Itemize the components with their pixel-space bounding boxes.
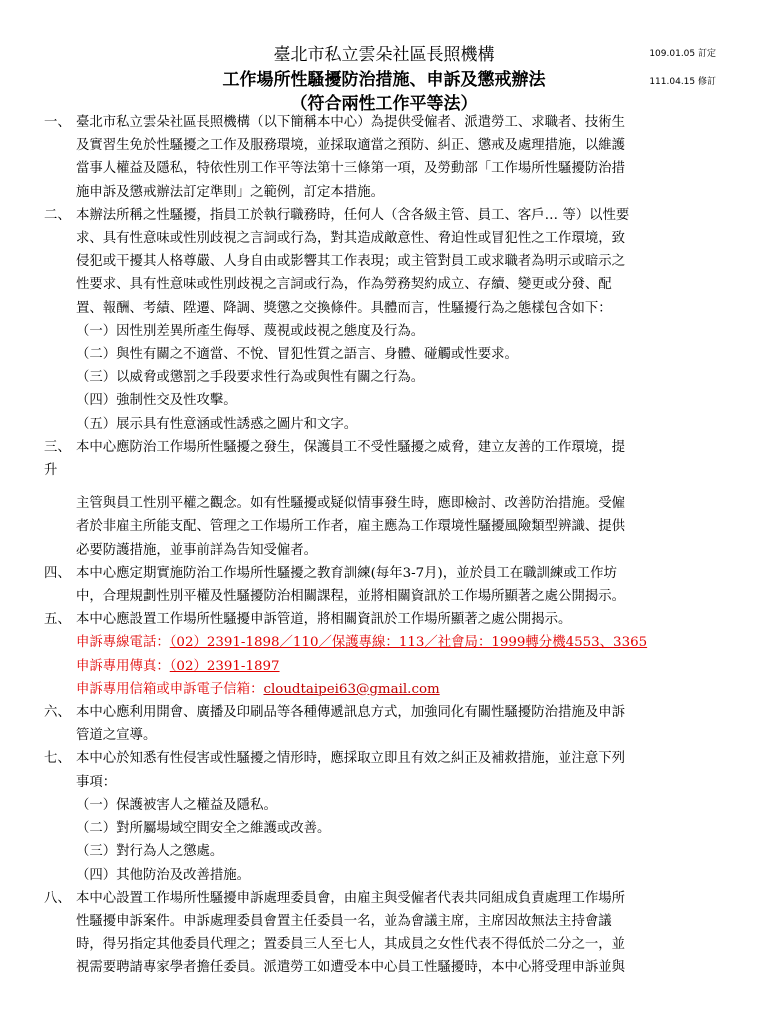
revision-established: 109.01.05 訂定 <box>649 49 716 59</box>
organization-name: 臺北市私立雲朵社區長照機構 <box>273 45 495 65</box>
document-subtitle: （符合兩性工作平等法） <box>290 94 478 114</box>
section-8 <box>44 887 720 980</box>
section-number: 五、 <box>44 612 71 628</box>
complaint-phone-value[interactable]: （02）2391-1898／110／保護專線：113／社會局：1999轉分機4553、3365 <box>169 635 648 651</box>
document-body <box>44 111 720 980</box>
section-text <box>76 747 720 793</box>
complaint-email-line <box>44 678 720 701</box>
text-line: 侵犯或干擾其人格尊嚴、人身自由或影響其工作表現；或主管對員工或求職者為明示或暗示之 <box>76 254 626 270</box>
list-item: （二）與性有關之不適當、不悅、冒犯性質之語言、身體、碰觸或性要求。 <box>76 347 518 363</box>
text-line: 性要求、具有性意味或性別歧視之言詞或行為，作為勞務契約成立、存續、變更或分發、配 <box>76 277 612 293</box>
text-line: 事項： <box>76 774 117 790</box>
text-line: 性騷擾申訴案件。申訴處理委員會置主任委員一名，並為會議主席，主席因故無法主持會議 <box>76 913 612 929</box>
list-item: （二）對所屬場域空間安全之維護或改善。 <box>76 821 331 837</box>
section-text <box>76 887 720 980</box>
text-line: 臺北市私立雲朵社區長照機構（以下簡稱本中心）為提供受僱者、派遣勞工、求職者、技術生 <box>76 115 626 130</box>
text-line: 本辦法所稱之性騷擾，指員工於執行職務時，任何人（含各級主管、員工、客戶… 等）以性要 <box>76 207 630 223</box>
text-line: 必要防護措施，並事前詳為告知受僱者。 <box>76 542 318 558</box>
section-number: 八、 <box>44 890 71 906</box>
section-text <box>76 204 720 320</box>
section-text <box>76 701 720 747</box>
list-item: （五）展示具有性意涵或性誘惑之圖片和文字。 <box>76 416 358 432</box>
text-line: 當事人權益及隱私，特依性別工作平等法第十三條第一項，及勞動部「工作場所性騷擾防治措 <box>76 161 626 177</box>
complaint-fax-line <box>44 655 720 678</box>
text-line: 中，合理規劃性別平權及性騷擾防治相關課程，並將相關資訊於工作場所顯著之處公開揭示。 <box>76 589 626 605</box>
section-3-continuation <box>44 492 720 562</box>
section-number: 六、 <box>44 705 71 721</box>
section-text <box>76 608 720 631</box>
section-text <box>76 562 720 608</box>
complaint-phone-label: 申訴專線電話： <box>76 635 170 651</box>
section-7-items <box>44 794 720 887</box>
text-line: 置、報酬、考績、陞遷、降調、獎懲之交換條件。具體而言，性騷擾行為之態樣包含如下： <box>76 300 612 316</box>
list-item: （一）保護被害人之權益及隱私。 <box>76 797 277 813</box>
text-line: 時，得另指定其他委員代理之；置委員三人至七人，其成員之女性代表不得低於二分之一，並 <box>76 937 626 953</box>
text-line: 者於非雇主所能支配、管理之工作場所工作者，雇主應為工作環境性騷擾風險類型辨識、提供 <box>76 519 626 535</box>
text-line: 主管與員工性別平權之觀念。如有性騷擾或疑似情事發生時，應即檢討、改善防治措施。受僱 <box>76 496 626 512</box>
list-item: （四）其他防治及改善措施。 <box>76 867 251 883</box>
document-header <box>0 42 768 116</box>
section-2-items <box>44 320 720 436</box>
section-2 <box>44 204 720 320</box>
text-line: 施申訴及懲戒辦法訂定準則」之範例，訂定本措施。 <box>76 184 384 200</box>
text-line: 本中心應防治工作場所性騷擾之發生，保護員工不受性騷擾之威脅，建立友善的工作環境，提 <box>76 439 626 455</box>
section-1 <box>44 111 720 204</box>
section-text <box>76 111 720 204</box>
text-line: 本中心應利用開會、廣播及印刷品等各種傳遞訊息方式，加強同化有關性騷擾防治措施及申訴 <box>76 705 626 721</box>
list-item: （一）因性別差異所產生侮辱、蔑視或歧視之態度及行為。 <box>76 323 425 339</box>
complaint-fax-value[interactable]: （02）2391-1897 <box>169 658 280 674</box>
list-item: （三）以威脅或懲罰之手段要求性行為或與性有關之行為。 <box>76 370 425 386</box>
section-5 <box>44 608 720 631</box>
revision-amended: 111.04.15 修訂 <box>649 77 716 87</box>
text-line: 視需要聘請專家學者擔任委員。派遣勞工如遭受本中心員工性騷擾時，本中心將受理申訴並與 <box>76 960 626 976</box>
text-line: 及實習生免於性騷擾之工作及服務環境，並採取適當之預防、糾正、懲戒及處理措施，以維護 <box>76 138 626 154</box>
section-7 <box>44 747 720 793</box>
complaint-fax-label: 申訴專用傳真： <box>76 658 170 674</box>
complaint-phone-line <box>44 631 720 654</box>
text-line: 本中心於知悉有性侵害或性騷擾之情形時，應採取立即且有效之糾正及補救措施，並注意下列 <box>76 751 626 767</box>
list-item: （四）強制性交及性攻擊。 <box>76 393 237 409</box>
wrapped-character: 升 <box>44 463 58 479</box>
section-4 <box>44 562 720 608</box>
section-number: 七、 <box>44 751 71 767</box>
text-line: 求、具有性意味或性別歧視之言詞或行為，對其造成敵意性、脅迫性或冒犯性之工作環境，致 <box>76 231 626 247</box>
complaint-email-link[interactable]: cloudtaipei63@gmail.com <box>263 681 440 697</box>
section-text <box>76 436 720 459</box>
document-title: 工作場所性騷擾防治措施、申訴及懲戒辦法 <box>222 70 546 90</box>
section-number: 二、 <box>44 207 71 223</box>
text-line: 管道之宣導。 <box>76 728 157 744</box>
section-number: 三、 <box>44 439 71 455</box>
section-number: 四、 <box>44 565 71 581</box>
text-line: 本中心設置工作場所性騷擾申訴處理委員會，由雇主與受僱者代表共同組成負責處理工作場所 <box>76 890 626 906</box>
section-3 <box>44 436 720 459</box>
section-6 <box>44 701 720 747</box>
section-number: 一、 <box>44 115 71 130</box>
text-line: 本中心應定期實施防治工作場所性騷擾之教育訓練(每年3-7月)，並於員工在職訓練或工作坊 <box>76 565 617 581</box>
text-line: 本中心應設置工作場所性騷擾申訴管道，將相關資訊於工作場所顯著之處公開揭示。 <box>76 612 572 628</box>
list-item: （三）對行為人之懲處。 <box>76 844 224 860</box>
complaint-email-label: 申訴專用信箱或申訴電子信箱： <box>76 681 264 697</box>
